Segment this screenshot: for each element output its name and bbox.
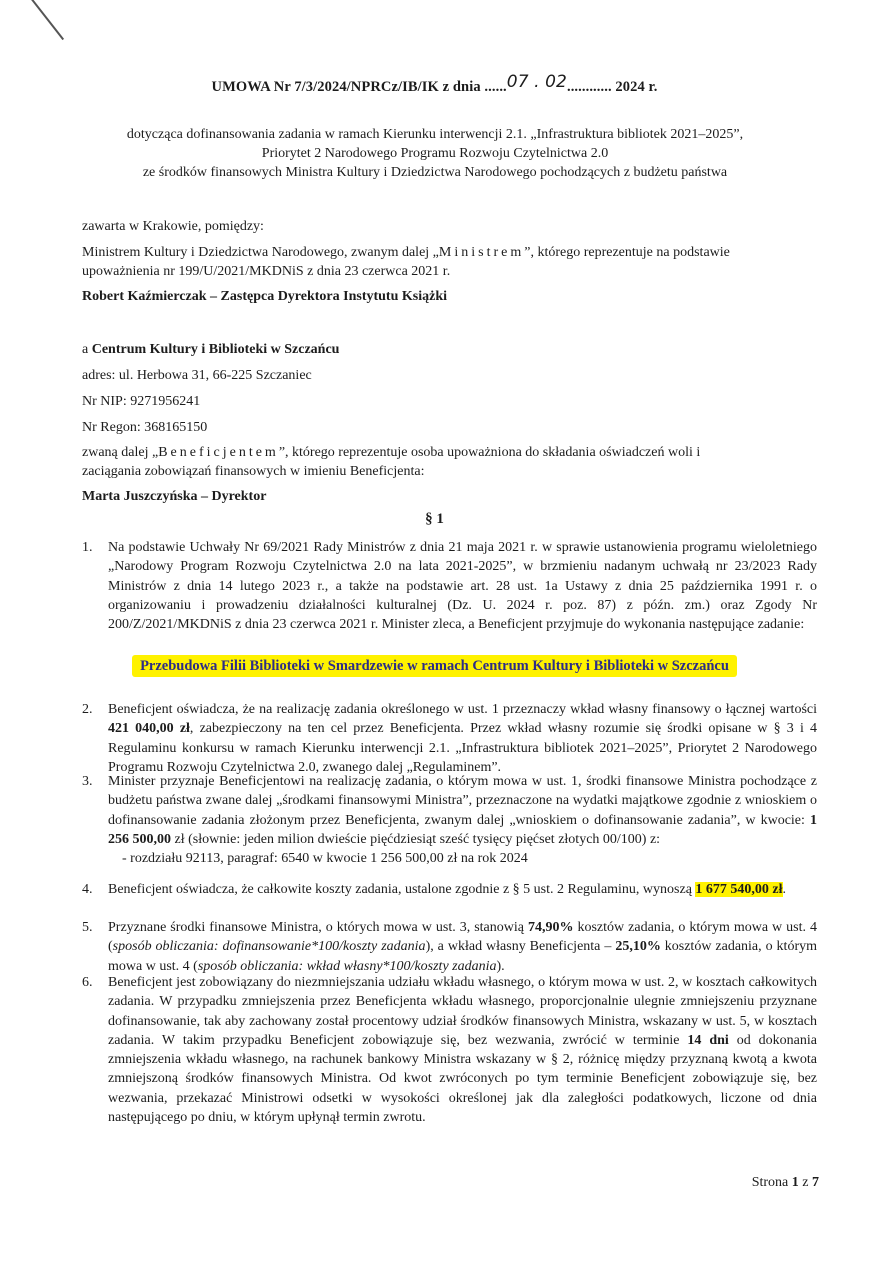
subtitle-line: dotycząca dofinansowania zadania w ramach Kierunku interwencji 2.1. „Infrastruktura bibliotek 2021–2025”, — [126, 127, 744, 142]
page-label: Strona — [751, 1175, 792, 1190]
clause-text-part: Beneficjent oświadcza, że na realizację zadania określonego w ust. 1 przeznaczy wkład własny finansowy o łącznej wartości — [108, 702, 817, 717]
current-page: 1 — [791, 1175, 799, 1190]
clause-text-part: , zabezpieczony na ten cel przez Beneficjenta. Przez wkład własny rozumie się środki opisane w § 3 i 4 Regulaminu konkursu w ramach Kierunku interwencji 2.1. „Infrastruktura bibliotek 2021–2025”, Priorytet 2 Narodowego Programu Rozwoju Czytelnictwa 2.0, zwanego dalej „Regulaminem”. — [108, 721, 817, 775]
clause-3 — [82, 772, 817, 868]
clause-text: Na podstawie Uchwały Nr 69/2021 Rady Ministrów z dnia 21 maja 2021 r. w sprawie ustanowienia programu wieloletniego „Narodowy Program Rozwoju Czytelnictwa 2.0 na lata 2021-2025”, w brzmieniu nadanym uchwałą nr 23/2023 Rady Ministrów z dnia 14 lutego 2023 r., a także na podstawie art. 28 ust. 1a Ustawy z dnia 25 października 1991 r. o organizowaniu i prowadzeniu działalności kulturalnej (Dz. U. 2024 r. poz. 87) z późn. zm.) oraz Zgody Nr 200/Z/2021/MKDNiS z dnia 23 czerwca 2021 r. Minister zleca, a Beneficjent przyjmuje do wykonania następujące zadanie: — [108, 540, 817, 633]
clause-text-part: od dokonania zmniejszenia wkładu własnego, na rachunek bankowy Ministra wskazany w § 2, różnicę między przyznaną kwotą a kwota zmniejszoną środków finansowych Ministra. Od kwot zwróconych po tym terminie Beneficjent zobowiązuje się, bez wezwania, przekazać Ministrowi odsetki w wysokości określonej jak dla zaległości podatkowych, liczone od dnia następującego po dniu, w którym upłynął termin zwrotu. — [108, 1032, 817, 1126]
clause-number: 4. — [82, 882, 93, 897]
minister-text: Ministrem Kultury i Dziedzictwa Narodowego, zwanym dalej „ — [82, 245, 439, 260]
task-title — [0, 657, 869, 675]
grant-amount: 1 256 500,00 — [108, 812, 817, 847]
clause-5 — [82, 918, 817, 976]
page-number — [752, 1175, 819, 1191]
beneficiary-representative: Marta Juszczyńska – Dyrektor — [82, 489, 267, 504]
beneficiary-prefix: a — [82, 342, 92, 357]
clause-text-part: Minister przyznaje Beneficjentowi na realizację zadania, o którym mowa w ust. 1, środki finansowe Ministra pochodzące z budżetu państwa zwane dalej „środkami finansowymi Ministra”, przeznaczone na wydatki majątkowe zgodnie z wnioskiem o dofinansowanie zadania złożonym przez Beneficjenta, zwanym dalej „wnioskiem o dofinansowanie zadania”, w kwocie: — [108, 774, 817, 828]
beneficiary-text: ”, którego reprezentuje osoba upoważniona do składania oświadczeń woli i — [278, 445, 701, 460]
minister-party — [82, 243, 817, 281]
clause-text-part: zł (słownie: jeden milion dwieście pięćdziesiąt sześć tysięcy pięćset złotych 00/100) z: — [171, 831, 661, 847]
beneficiary-address: adres: ul. Herbowa 31, 66-225 Szczaniec — [82, 368, 312, 383]
beneficiary-nip: Nr NIP: 9271956241 — [82, 394, 201, 409]
task-title-text: Przebudowa Filii Biblioteki w Smardzewie w ramach Centrum Kultury i Biblioteki w Szczańcu — [132, 655, 737, 677]
beneficiary-text: zwaną dalej „ — [82, 445, 159, 460]
minister-line-2: upoważnienia nr 199/U/2021/MKDNiS z dnia 23 czerwca 2021 r. — [82, 264, 451, 279]
clause-text-part: ). — [496, 958, 505, 974]
clause-text-part: Beneficjent oświadcza, że całkowite koszty zadania, ustalone zgodnie z § 5 ust. 2 Regulaminu, wynoszą — [108, 882, 696, 897]
clause-text-part: Przyznane środki finansowe Ministra, o których mowa w ust. 3, stanowią — [108, 920, 528, 935]
handwritten-date: 07 . 02 — [506, 72, 567, 92]
clause-text — [108, 918, 817, 976]
clause-number: 3. — [82, 774, 93, 789]
clause-2 — [82, 700, 817, 777]
subtitle-line: ze środków finansowych Ministra Kultury i Dziedzictwa Narodowego pochodzących z budżetu państwa — [142, 165, 728, 180]
clause-1 — [82, 538, 817, 634]
clause-text — [108, 880, 817, 899]
clause-number: 5. — [82, 920, 93, 935]
minister-line-1 — [82, 243, 817, 262]
page-separator: z — [798, 1175, 812, 1190]
clause-text-part: . — [782, 882, 787, 897]
agreement-subtitle — [60, 125, 810, 182]
beneficiary-name: Centrum Kultury i Biblioteki w Szczańcu — [91, 342, 340, 357]
subtitle-line: Priorytet 2 Narodowego Programu Rozwoju Czytelnictwa 2.0 — [261, 146, 609, 161]
own-contribution-amount: 421 040,00 zł — [108, 721, 190, 737]
clause-text-part: ), a wkład własny Beneficjenta – — [425, 939, 616, 955]
clause-number: 2. — [82, 702, 93, 717]
clause-number: 6. — [82, 975, 93, 990]
clause-text-part: Beneficjent jest zobowiązany do niezmniejszania udziału wkładu własnego, o którym mowa w ust. 2, w kosztach całkowitych zadania. W przypadku zmniejszenia przez Beneficjenta wkładu własnego, proporcjonalnie ulegnie zmniejszeniu przyznane dofinansowanie, tak aby zachowany został procentowy udział środków finansowych Ministra, wskazany w ust. 5, w kosztach zadania. W takim przypadku Beneficjent zobowiązuje się, bez wezwania, zwrócić w terminie — [108, 975, 817, 1048]
minister-text: ”, którego reprezentuje na podstawie — [524, 245, 730, 260]
clause-text — [108, 973, 817, 1127]
beneficiary-line-2: zaciągania zobowiązań finansowych w imieniu Beneficjenta: — [82, 464, 425, 479]
beneficiary-name-line — [82, 340, 817, 359]
total-pages: 7 — [812, 1175, 819, 1190]
beneficiary-regon: Nr Regon: 368165150 — [82, 420, 208, 435]
clause-text-part: kosztów zadania, o którym mowa w ust. 4 ( — [108, 939, 817, 974]
return-deadline: 14 dni — [687, 1032, 729, 1048]
title-prefix: UMOWA Nr 7/3/2024/NPRCz/IB/IK z dnia ...... — [211, 79, 507, 95]
own-contribution-percentage: 25,10% — [615, 939, 661, 955]
clause-text — [108, 700, 817, 777]
minister-representative: Robert Kaźmierczak – Zastępca Dyrektora Instytutu Książki — [82, 289, 447, 304]
pen-stroke-mark — [28, 0, 64, 40]
budget-chapter-line: - rozdziału 92113, paragraf: 6540 w kwocie 1 256 500,00 zł na rok 2024 — [122, 851, 528, 867]
clause-4 — [82, 880, 817, 899]
clause-number: 1. — [82, 540, 93, 555]
total-cost-amount: 1 677 540,00 zł — [695, 882, 783, 897]
clause-text-part: kosztów zadania, o którym mowa w ust. 4 ( — [108, 920, 817, 955]
beneficiary-party — [82, 443, 817, 481]
beneficiary-line-1 — [82, 443, 817, 462]
clause-text — [108, 772, 817, 868]
clause-6 — [82, 973, 817, 1127]
minister-alias: Ministrem — [438, 245, 525, 260]
grant-formula: sposób obliczania: dofinansowanie*100/koszty zadania — [112, 939, 426, 955]
title-suffix: ............ 2024 r. — [566, 79, 658, 95]
grant-percentage: 74,90% — [527, 920, 574, 935]
own-contribution-formula: sposób obliczania: wkład własny*100/koszty zadania — [197, 958, 497, 974]
parties-intro: zawarta w Krakowie, pomiędzy: — [82, 219, 264, 234]
section-heading: § 1 — [425, 511, 444, 527]
agreement-title — [0, 72, 869, 96]
beneficiary-alias: Beneficjentem — [158, 445, 279, 460]
